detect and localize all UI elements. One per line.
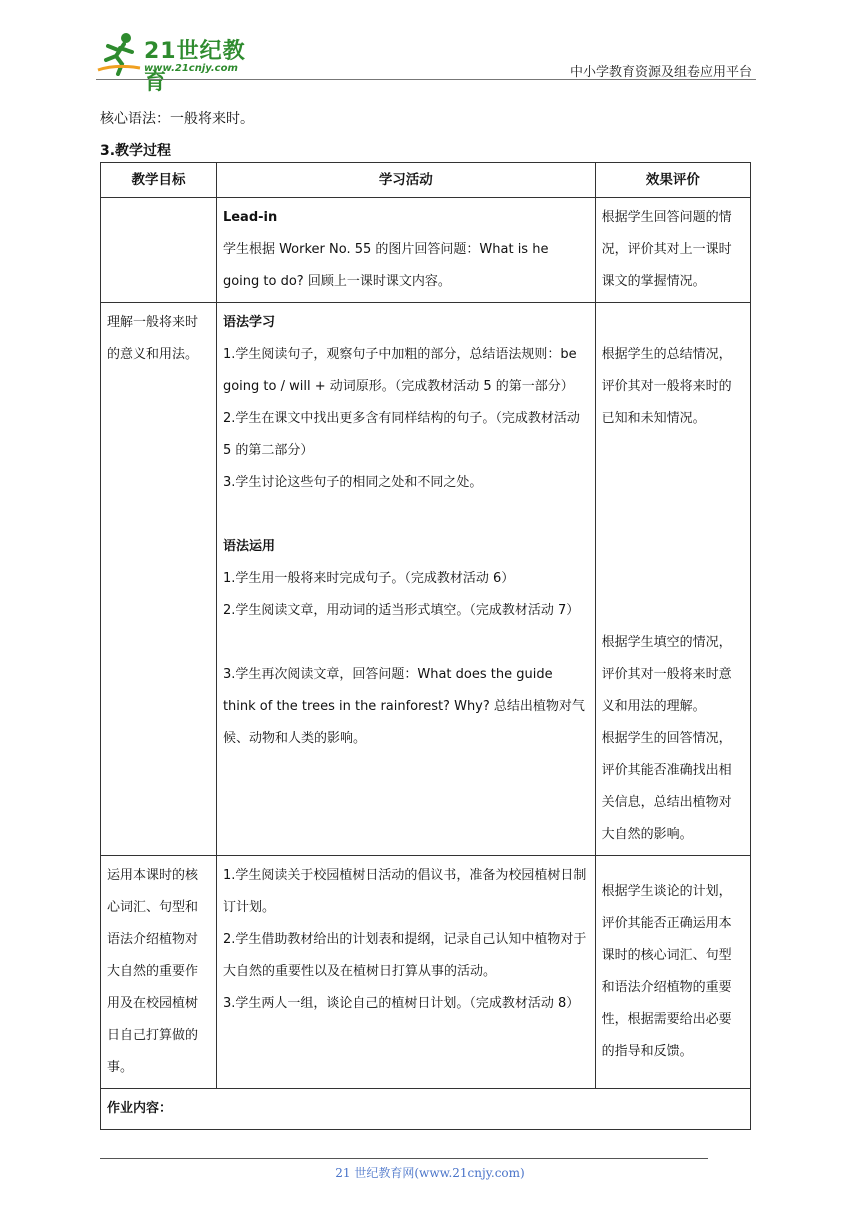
grammar-use-title: 语法运用 [222, 539, 275, 554]
row1-evaluation [595, 198, 750, 303]
list-item: 3.学生讨论这些句子的相同之处和不同之处。 [222, 475, 483, 490]
eval-text: 根据学生的总结情况，评价其对一般将来时的已知和未知情况。 [601, 347, 732, 426]
header-goal: 教学目标 [101, 163, 217, 198]
logo-text: 21世纪教育 [144, 39, 246, 95]
platform-name: 中小学教育资源及组卷应用平台 [569, 65, 752, 80]
eval-text: 根据学生的回答情况，评价其能否准确找出相关信息，总结出植物对大自然的影响。 [601, 731, 732, 842]
row1-goal [101, 198, 217, 303]
row2-evaluation [595, 303, 750, 856]
homework-row [101, 1089, 751, 1130]
table-header-row [101, 163, 751, 198]
list-item: 3.学生两人一组，谈论自己的植树日计划。（完成教材活动 8） [222, 996, 580, 1011]
list-item: 1.学生阅读句子，观察句子中加粗的部分，总结语法规则：be going to / will + 动词原形。（完成教材活动 5 的第一部分） [222, 347, 577, 394]
list-item: 2.学生借助教材给出的计划表和提纲，记录自己认知中植物对于大自然的重要性以及在植树日打算从事的活动。 [222, 932, 587, 979]
row2-goal: 理解一般将来时的意义和用法。 [101, 303, 217, 856]
row2-activity [216, 303, 595, 856]
row1-evaluation-text: 根据学生回答问题的情况，评价其对上一课时课文的掌握情况。 [601, 210, 732, 289]
section-title: 3.教学过程 [100, 143, 172, 159]
page-header [96, 30, 756, 95]
row3-evaluation-text: 根据学生谈论的计划，评价其能否正确运用本课时的核心词汇、句型和语法介绍植物的重要性，根据需要给出必要的指导和反馈。 [601, 884, 732, 1059]
eval-text: 根据学生填空的情况，评价其对一般将来时意义和用法的理解。 [601, 635, 732, 714]
header-activity: 学习活动 [216, 163, 595, 198]
row1-activity [216, 198, 595, 303]
core-grammar-line: 核心语法：一般将来时。 [100, 111, 254, 127]
grammar-study-title: 语法学习 [222, 315, 275, 330]
list-item: 2.学生在课文中找出更多含有同样结构的句子。（完成教材活动 5 的第二部分） [222, 411, 580, 458]
logo [96, 30, 266, 95]
footer-text: 21 世纪教育网(www.21cnjy.com) [335, 1166, 525, 1180]
row3-activity [216, 856, 595, 1089]
list-item: 3.学生再次阅读文章，回答问题：What does the guide think of the trees in the rainforest? Why? 总结出植物对气候、动物和人类的影响。 [222, 667, 585, 746]
table-row [101, 303, 751, 856]
logo-url: www.21cnjy.com [144, 63, 238, 74]
footer-divider [100, 1158, 708, 1159]
row3-evaluation [595, 856, 750, 1089]
leadin-text: 学生根据 Worker No. 55 的图片回答问题：What is he going to do? 回顾上一课时课文内容。 [222, 242, 549, 289]
list-item: 1.学生用一般将来时完成句子。（完成教材活动 6） [222, 571, 515, 586]
list-item: 1.学生阅读关于校园植树日活动的倡议书，准备为校园植树日制订计划。 [222, 868, 587, 915]
header-evaluation: 效果评价 [595, 163, 750, 198]
runner-logo-icon [96, 30, 142, 76]
teaching-process-table [100, 162, 751, 1130]
header-divider [96, 79, 756, 80]
table-row [101, 198, 751, 303]
table-row [101, 856, 751, 1089]
leadin-title: Lead-in [222, 210, 278, 225]
homework-label: 作业内容： [101, 1089, 751, 1130]
list-item: 2.学生阅读文章，用动词的适当形式填空。（完成教材活动 7） [222, 603, 580, 618]
row3-goal: 运用本课时的核心词汇、句型和语法介绍植物对大自然的重要作用及在校园植树日自己打算做的事。 [101, 856, 217, 1089]
